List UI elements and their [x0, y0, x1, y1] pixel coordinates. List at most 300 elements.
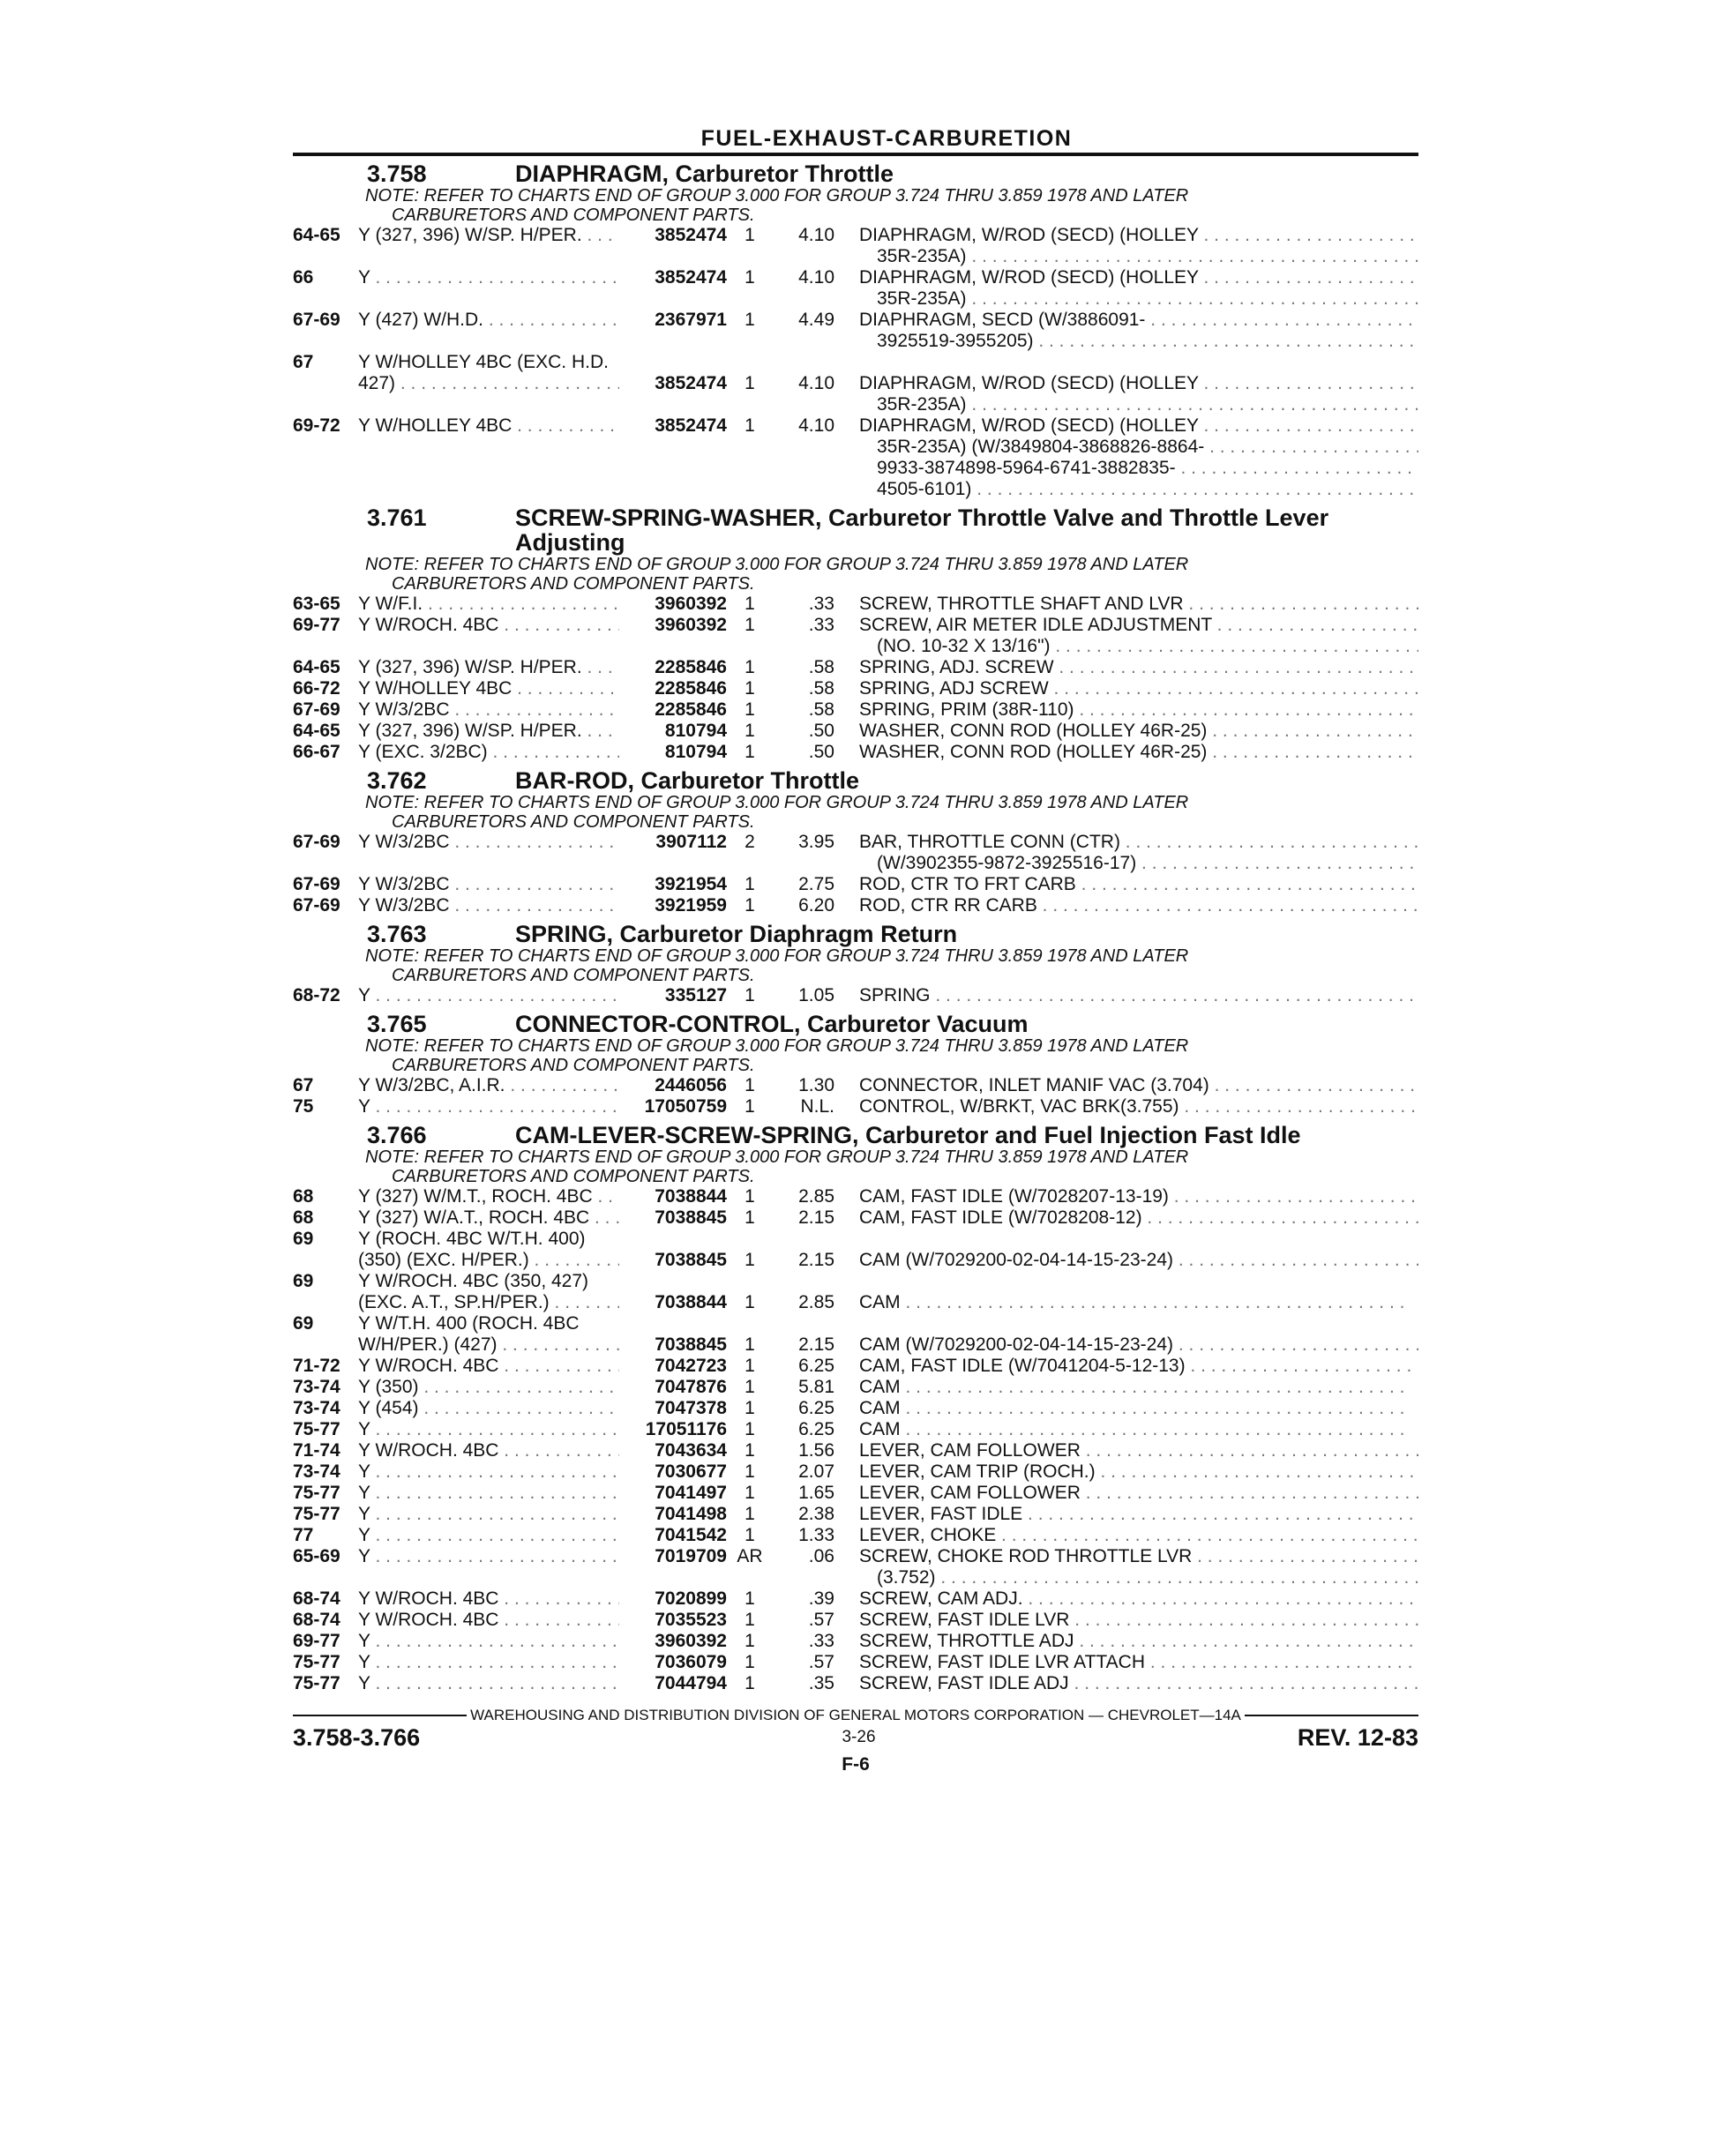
year-cell: 68 — [293, 1207, 314, 1228]
price-cell: 4.10 — [798, 267, 834, 288]
table-row — [293, 1207, 1418, 1229]
year-cell: 69 — [293, 1271, 314, 1291]
quantity-cell: 1 — [745, 1207, 755, 1228]
part-number-cell — [619, 853, 727, 874]
price-cell: N.L. — [800, 1096, 834, 1117]
quantity-cell: 1 — [745, 267, 755, 288]
description-cell: CONTROL, W/BRKT, VAC BRK(3.755) . . . — [859, 1096, 1418, 1117]
table-row — [293, 678, 1418, 699]
price-cell — [773, 1313, 859, 1334]
part-number-cell: 2446056 — [655, 1075, 727, 1095]
quantity-cell — [727, 437, 773, 458]
quantity-cell: 1 — [745, 1461, 755, 1482]
price-cell: 5.81 — [798, 1377, 834, 1397]
table-row — [293, 437, 1418, 458]
description-cell: LEVER, CAM FOLLOWER . . . — [859, 1440, 1418, 1461]
year-cell: 75-77 — [293, 1483, 340, 1503]
price-cell: .50 — [808, 742, 834, 762]
year-cell — [293, 458, 358, 479]
part-number-cell — [619, 1313, 727, 1334]
part-number-cell: 7036079 — [655, 1652, 727, 1672]
table-row — [293, 1398, 1418, 1419]
quantity-cell — [727, 1567, 773, 1588]
part-number-cell: 7038844 — [655, 1186, 727, 1207]
description-cell: DIAPHRAGM, SECD (W/3886091- . . . — [859, 310, 1418, 331]
price-cell — [773, 636, 859, 657]
application-cell: Y (ROCH. 4BC W/T.H. 400) — [358, 1229, 586, 1249]
quantity-cell: 1 — [745, 310, 755, 330]
part-number-cell: 7038845 — [655, 1207, 727, 1228]
price-cell — [773, 394, 859, 415]
table-row — [293, 373, 1418, 394]
description-cell: (3.752) . . . — [859, 1567, 1418, 1588]
quantity-cell: 1 — [745, 1483, 755, 1503]
part-number-cell: 2367971 — [655, 310, 727, 330]
footer-rev: REV. 12-83 — [1297, 1724, 1418, 1751]
part-number-cell: 7038845 — [655, 1250, 727, 1270]
price-cell: 6.25 — [798, 1398, 834, 1418]
application-cell: Y W/HOLLEY 4BC (EXC. H.D. — [358, 352, 609, 372]
application-cell: (EXC. A.T., SP.H/PER.) . . . — [358, 1292, 619, 1313]
part-number-cell — [619, 246, 727, 267]
application-cell: Y (427) W/H.D. . . . — [358, 310, 619, 331]
price-cell: .06 — [808, 1546, 834, 1566]
section-title — [293, 922, 1418, 946]
quantity-cell: 1 — [745, 615, 755, 635]
year-cell: 67 — [293, 1075, 314, 1095]
price-cell: .33 — [808, 615, 834, 635]
price-cell: 2.75 — [798, 874, 834, 894]
price-cell — [773, 853, 859, 874]
year-cell: 75-77 — [293, 1673, 340, 1693]
quantity-cell — [727, 288, 773, 310]
section-title — [293, 161, 1418, 186]
price-cell: 1.65 — [798, 1483, 834, 1503]
application-cell: Y (327) W/A.T., ROCH. 4BC . . . — [358, 1207, 619, 1229]
section-note: NOTE: REFER TO CHARTS END OF GROUP 3.000 FOR GROUP 3.724 THRU 3.859 1978 AND LATER — [365, 186, 1189, 206]
application-cell — [358, 636, 619, 657]
year-cell — [293, 331, 358, 352]
application-cell — [358, 288, 619, 310]
application-cell: Y W/ROCH. 4BC . . . — [358, 1356, 619, 1377]
section-note: NOTE: REFER TO CHARTS END OF GROUP 3.000 FOR GROUP 3.724 THRU 3.859 1978 AND LATER — [365, 1036, 1189, 1056]
part-number-cell: 3907112 — [655, 832, 727, 852]
application-cell: Y (EXC. 3/2BC) . . . — [358, 742, 619, 763]
application-cell: Y W/ROCH. 4BC . . . — [358, 615, 619, 636]
year-cell — [293, 1250, 358, 1271]
quantity-cell — [727, 458, 773, 479]
part-number-cell: 7041542 — [655, 1525, 727, 1545]
price-cell: 2.07 — [798, 1461, 834, 1482]
price-cell: 1.30 — [798, 1075, 834, 1095]
description-cell — [859, 352, 1418, 373]
quantity-cell: 1 — [745, 1673, 755, 1693]
application-cell: (350) (EXC. H/PER.) . . . — [358, 1250, 619, 1271]
application-cell — [358, 437, 619, 458]
table-row — [293, 331, 1418, 352]
part-number-cell: 335127 — [664, 985, 727, 1005]
section-note: NOTE: REFER TO CHARTS END OF GROUP 3.000 FOR GROUP 3.724 THRU 3.859 1978 AND LATER — [365, 555, 1189, 574]
description-cell — [859, 1271, 1418, 1292]
section-note: CARBURETORS AND COMPONENT PARTS. — [392, 574, 755, 594]
quantity-cell: 1 — [745, 678, 755, 699]
description-cell: SPRING, ADJ SCREW . . . — [859, 678, 1418, 699]
part-number-cell: 3852474 — [655, 267, 727, 288]
part-number-cell — [619, 331, 727, 352]
table-row — [293, 1377, 1418, 1398]
part-number-cell — [619, 479, 727, 500]
table-row — [293, 1096, 1418, 1117]
table-row — [293, 352, 1418, 373]
application-cell: Y . . . — [358, 1461, 619, 1483]
section-note: CARBURETORS AND COMPONENT PARTS. — [392, 1056, 755, 1075]
part-number-cell — [619, 1567, 727, 1588]
description-cell: CAM . . . — [859, 1419, 1418, 1440]
footer-range: 3.758-3.766 — [293, 1724, 421, 1751]
description-cell: LEVER, CAM TRIP (ROCH.) . . . — [859, 1461, 1418, 1483]
quantity-cell: 1 — [745, 373, 755, 393]
quantity-cell: 1 — [745, 1356, 755, 1376]
table-row — [293, 1610, 1418, 1631]
year-cell: 64-65 — [293, 657, 340, 677]
application-cell — [358, 853, 619, 874]
quantity-cell: 1 — [745, 1186, 755, 1207]
year-cell — [293, 246, 358, 267]
table-row — [293, 1419, 1418, 1440]
application-cell: Y . . . — [358, 1631, 619, 1652]
quantity-cell: 1 — [745, 1377, 755, 1397]
description-cell: CAM, FAST IDLE (W/7028207-13-19) . . . — [859, 1186, 1418, 1207]
application-cell — [358, 394, 619, 415]
year-cell: 67-69 — [293, 895, 340, 916]
footer-division: WAREHOUSING AND DISTRIBUTION DIVISION OF GENERAL MOTORS CORPORATION — CHEVROLET—14A — [470, 1707, 1241, 1723]
description-cell — [859, 1313, 1418, 1334]
price-cell: 1.56 — [798, 1440, 834, 1461]
table-row — [293, 394, 1418, 415]
application-cell: Y (350) . . . — [358, 1377, 619, 1398]
application-cell: Y W/ROCH. 4BC . . . — [358, 1588, 619, 1610]
section-title — [293, 1012, 1418, 1036]
application-cell: Y W/3/2BC . . . — [358, 874, 619, 895]
quantity-cell: 1 — [745, 742, 755, 762]
year-cell — [293, 1334, 358, 1356]
section-3-758 — [293, 161, 1418, 500]
description-cell: CAM . . . — [859, 1398, 1418, 1419]
year-cell — [293, 479, 358, 500]
header-rule — [293, 153, 1418, 156]
quantity-cell — [727, 1313, 773, 1334]
section-page-number: F-6 — [842, 1754, 870, 1775]
quantity-cell — [727, 636, 773, 657]
description-cell: SCREW, THROTTLE ADJ . . . — [859, 1631, 1418, 1652]
application-cell: Y . . . — [358, 1504, 619, 1525]
table-row — [293, 895, 1418, 916]
section-number: 3.762 — [367, 767, 427, 794]
table-row — [293, 721, 1418, 742]
price-cell: .33 — [808, 594, 834, 614]
quantity-cell — [727, 246, 773, 267]
table-row — [293, 699, 1418, 721]
quantity-cell: 1 — [745, 1610, 755, 1630]
description-cell: ROD, CTR RR CARB . . . — [859, 895, 1418, 916]
application-cell: Y . . . — [358, 1419, 619, 1440]
part-number-cell: 7038845 — [655, 1334, 727, 1355]
page-content — [293, 126, 1418, 1775]
table-row — [293, 594, 1418, 615]
description-cell: 35R-235A) . . . — [859, 288, 1418, 310]
application-cell: Y W/ROCH. 4BC (350, 427) — [358, 1271, 589, 1291]
year-cell — [293, 1567, 358, 1588]
description-cell: ROD, CTR TO FRT CARB . . . — [859, 874, 1418, 895]
footer-division-line — [293, 1707, 1418, 1724]
part-number-cell — [619, 352, 727, 373]
section-3-766 — [293, 1123, 1418, 1694]
part-number-cell: 7042723 — [655, 1356, 727, 1376]
description-cell: WASHER, CONN ROD (HOLLEY 46R-25) . . . — [859, 721, 1418, 742]
part-number-cell — [619, 1229, 727, 1250]
price-cell: 2.15 — [798, 1334, 834, 1355]
year-cell: 67-69 — [293, 874, 340, 894]
table-row — [293, 1271, 1418, 1292]
year-cell: 69 — [293, 1229, 314, 1249]
application-cell: Y W/3/2BC . . . — [358, 895, 619, 916]
price-cell — [773, 479, 859, 500]
year-cell — [293, 636, 358, 657]
description-cell: DIAPHRAGM, W/ROD (SECD) (HOLLEY . . . — [859, 373, 1418, 394]
section-3-763 — [293, 922, 1418, 1006]
quantity-cell: 1 — [745, 721, 755, 741]
table-row — [293, 832, 1418, 853]
table-row — [293, 615, 1418, 636]
year-cell — [293, 437, 358, 458]
part-number-cell — [619, 394, 727, 415]
quantity-cell: 1 — [745, 1075, 755, 1095]
table-row — [293, 479, 1418, 500]
price-cell: 4.49 — [798, 310, 834, 330]
table-row — [293, 742, 1418, 763]
section-note: CARBURETORS AND COMPONENT PARTS. — [392, 966, 755, 985]
application-cell: Y . . . — [358, 1652, 619, 1673]
part-number-cell: 7038844 — [655, 1292, 727, 1312]
table-row — [293, 1440, 1418, 1461]
description-cell: SCREW, FAST IDLE LVR . . . — [859, 1610, 1418, 1631]
table-row — [293, 636, 1418, 657]
price-cell — [773, 1567, 859, 1588]
description-cell: 35R-235A) . . . — [859, 394, 1418, 415]
table-row — [293, 1075, 1418, 1096]
price-cell: 2.15 — [798, 1207, 834, 1228]
application-cell: Y . . . — [358, 1546, 619, 1567]
quantity-cell: 1 — [745, 1398, 755, 1418]
section-number: 3.765 — [367, 1011, 427, 1037]
table-row — [293, 288, 1418, 310]
year-cell: 67 — [293, 352, 314, 372]
part-number-cell: 3921954 — [655, 874, 727, 894]
price-cell: .35 — [808, 1673, 834, 1693]
table-row — [293, 310, 1418, 331]
quantity-cell: 1 — [745, 1096, 755, 1117]
application-cell: Y . . . — [358, 1525, 619, 1546]
part-number-cell: 7047378 — [655, 1398, 727, 1418]
table-row — [293, 1229, 1418, 1250]
quantity-cell — [727, 352, 773, 373]
table-row — [293, 1483, 1418, 1504]
description-cell: LEVER, CHOKE . . . — [859, 1525, 1418, 1546]
price-cell: 6.25 — [798, 1356, 834, 1376]
part-number-cell: 7047876 — [655, 1377, 727, 1397]
quantity-cell: 1 — [745, 1440, 755, 1461]
table-row — [293, 1525, 1418, 1546]
application-cell: Y (454) . . . — [358, 1398, 619, 1419]
table-row — [293, 1292, 1418, 1313]
section-3-765 — [293, 1012, 1418, 1117]
price-cell: 4.10 — [798, 415, 834, 436]
year-cell: 71-74 — [293, 1440, 340, 1461]
description-cell: CONNECTOR, INLET MANIF VAC (3.704) . . . — [859, 1075, 1418, 1096]
part-number-cell — [619, 288, 727, 310]
application-cell: Y . . . — [358, 985, 619, 1006]
section-3-761 — [293, 505, 1418, 763]
year-cell: 68-74 — [293, 1588, 340, 1609]
footer-bar — [293, 1724, 1418, 1751]
price-cell: .58 — [808, 657, 834, 677]
section-title — [293, 768, 1418, 793]
application-cell — [358, 479, 619, 500]
description-cell: SPRING, ADJ. SCREW . . . — [859, 657, 1418, 678]
quantity-cell: 1 — [745, 1652, 755, 1672]
application-cell: Y (327) W/M.T., ROCH. 4BC . . . — [358, 1186, 619, 1207]
page-header: FUEL-EXHAUST-CARBURETION — [700, 126, 1073, 151]
year-cell: 66-67 — [293, 742, 340, 762]
year-cell: 75-77 — [293, 1652, 340, 1672]
description-cell: DIAPHRAGM, W/ROD (SECD) (HOLLEY . . . — [859, 415, 1418, 437]
description-cell: CAM (W/7029200-02-04-14-15-23-24) . . . — [859, 1250, 1418, 1271]
price-cell — [773, 1271, 859, 1292]
part-number-cell: 7044794 — [655, 1673, 727, 1693]
part-number-cell: 3960392 — [655, 594, 727, 614]
application-cell — [358, 1567, 619, 1588]
application-cell: Y W/3/2BC . . . — [358, 832, 619, 853]
part-number-cell: 17050759 — [644, 1096, 727, 1117]
price-cell: 6.25 — [798, 1419, 834, 1439]
price-cell: .58 — [808, 678, 834, 699]
year-cell: 64-65 — [293, 721, 340, 741]
price-cell: 2.85 — [798, 1186, 834, 1207]
quantity-cell: 1 — [745, 225, 755, 245]
quantity-cell: 1 — [745, 699, 755, 720]
quantity-cell — [727, 853, 773, 874]
price-cell: 6.20 — [798, 895, 834, 916]
table-row — [293, 1186, 1418, 1207]
description-cell: 4505-6101) . . . — [859, 479, 1418, 500]
quantity-cell: 1 — [745, 895, 755, 916]
part-number-cell: 3921959 — [655, 895, 727, 916]
year-cell: 77 — [293, 1525, 314, 1545]
quantity-cell: 1 — [745, 1631, 755, 1651]
section-name: DIAPHRAGM, Carburetor Throttle — [515, 161, 894, 187]
application-cell — [358, 458, 619, 479]
description-cell: (NO. 10-32 X 13/16") . . . — [859, 636, 1418, 657]
year-cell: 64-65 — [293, 225, 340, 245]
application-cell: Y . . . — [358, 267, 619, 288]
description-cell: CAM (W/7029200-02-04-14-15-23-24) . . . — [859, 1334, 1418, 1356]
quantity-cell: 1 — [745, 874, 755, 894]
table-row — [293, 267, 1418, 288]
table-row — [293, 1334, 1418, 1356]
price-cell — [773, 1229, 859, 1250]
price-cell — [773, 246, 859, 267]
price-cell: 4.10 — [798, 373, 834, 393]
description-cell — [859, 1229, 1418, 1250]
year-cell: 67-69 — [293, 310, 340, 330]
quantity-cell: 1 — [745, 1419, 755, 1439]
year-cell: 69-72 — [293, 415, 340, 436]
application-cell: Y (327, 396) W/SP. H/PER. . . . — [358, 657, 619, 678]
year-cell — [293, 373, 358, 394]
table-row — [293, 874, 1418, 895]
year-cell: 73-74 — [293, 1461, 340, 1482]
part-number-cell: 7035523 — [655, 1610, 727, 1630]
part-number-cell: 810794 — [664, 721, 727, 741]
table-row — [293, 415, 1418, 437]
application-cell: Y . . . — [358, 1483, 619, 1504]
application-cell — [358, 331, 619, 352]
quantity-cell: 1 — [745, 985, 755, 1005]
part-number-cell: 7041497 — [655, 1483, 727, 1503]
year-cell: 69-77 — [293, 1631, 340, 1651]
part-number-cell: 3960392 — [655, 615, 727, 635]
price-cell: 1.33 — [798, 1525, 834, 1545]
year-cell: 73-74 — [293, 1377, 340, 1397]
table-row — [293, 1504, 1418, 1525]
section-number: 3.766 — [367, 1122, 427, 1148]
price-cell: 2.15 — [798, 1250, 834, 1270]
application-cell: W/H/PER.) (427) . . . — [358, 1334, 619, 1356]
price-cell — [773, 458, 859, 479]
description-cell: LEVER, CAM FOLLOWER . . . — [859, 1483, 1418, 1504]
price-cell: .50 — [808, 721, 834, 741]
description-cell: DIAPHRAGM, W/ROD (SECD) (HOLLEY . . . — [859, 225, 1418, 246]
price-cell: .39 — [808, 1588, 834, 1609]
quantity-cell: 1 — [745, 657, 755, 677]
quantity-cell — [727, 394, 773, 415]
year-cell — [293, 1292, 358, 1313]
application-cell: 427) . . . — [358, 373, 619, 394]
quantity-cell: 1 — [745, 1588, 755, 1609]
description-cell: SCREW, CHOKE ROD THROTTLE LVR . . . — [859, 1546, 1418, 1567]
quantity-cell — [727, 331, 773, 352]
part-number-cell: 17051176 — [645, 1419, 727, 1439]
description-cell: 35R-235A) (W/3849804-3868826-8864- . . . — [859, 437, 1418, 458]
table-row — [293, 853, 1418, 874]
quantity-cell: 1 — [745, 415, 755, 436]
description-cell: BAR, THROTTLE CONN (CTR) . . . — [859, 832, 1418, 853]
part-number-cell: 7043634 — [655, 1440, 727, 1461]
year-cell: 73-74 — [293, 1398, 340, 1418]
table-row — [293, 1588, 1418, 1610]
table-row — [293, 1461, 1418, 1483]
description-cell: CAM . . . — [859, 1377, 1418, 1398]
application-cell: Y (327, 396) W/SP. H/PER. . . . — [358, 721, 619, 742]
section-name: CONNECTOR-CONTROL, Carburetor Vacuum — [515, 1011, 1029, 1037]
section-title — [293, 505, 1418, 555]
section-note: NOTE: REFER TO CHARTS END OF GROUP 3.000 FOR GROUP 3.724 THRU 3.859 1978 AND LATER — [365, 946, 1189, 966]
year-cell: 66-72 — [293, 678, 340, 699]
part-number-cell — [619, 1271, 727, 1292]
price-cell — [773, 437, 859, 458]
part-number-cell: 2285846 — [655, 657, 727, 677]
description-cell: SPRING . . . — [859, 985, 1418, 1006]
